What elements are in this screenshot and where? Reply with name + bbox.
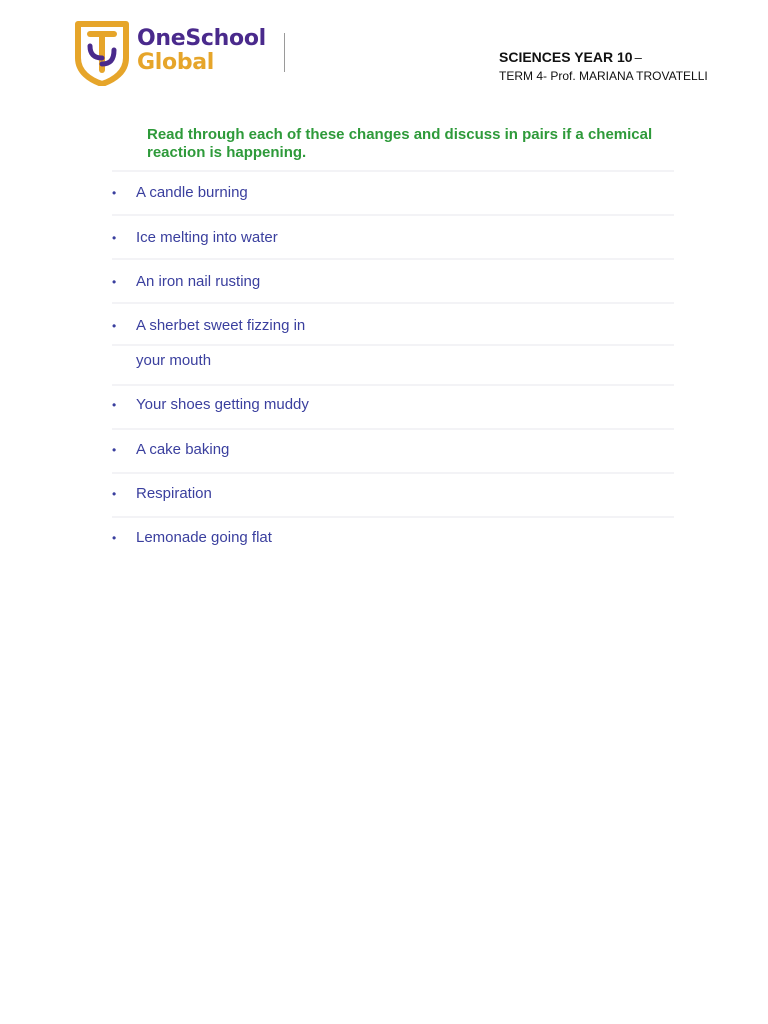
list-item-text: Respiration xyxy=(136,485,212,502)
scan-artifact-line xyxy=(112,214,674,216)
oneschool-shield-logo-icon xyxy=(72,20,132,86)
list-item-text: A cake baking xyxy=(136,441,230,458)
bullet-icon: • xyxy=(112,487,117,501)
brand-name xyxy=(137,28,266,74)
scan-artifact-line xyxy=(112,428,674,430)
brand-name-line2: Global xyxy=(137,50,215,75)
bullet-icon: • xyxy=(112,231,117,245)
bullet-icon: • xyxy=(112,443,117,457)
bullet-icon: • xyxy=(112,319,117,333)
bullet-icon: • xyxy=(112,531,117,545)
list-item-text: Your shoes getting muddy xyxy=(136,396,309,413)
scan-artifact-line xyxy=(112,384,674,386)
scan-artifact-line xyxy=(112,302,674,304)
bullet-icon: • xyxy=(112,186,117,200)
instruction-text: Read through each of these changes and discuss in pairs if a chemical reaction is happening. xyxy=(147,126,653,161)
scan-artifact-line xyxy=(112,258,674,260)
list-item-text: Ice melting into water xyxy=(136,229,278,246)
list-item-text: A sherbet sweet fizzing in xyxy=(136,317,306,334)
scan-artifact-line xyxy=(112,344,674,346)
list-item-text: A candle burning xyxy=(136,184,248,201)
list-item-text: An iron nail rusting xyxy=(136,273,261,290)
course-title-line xyxy=(499,49,754,65)
term-teacher-line: TERM 4- Prof. MARIANA TROVATELLI xyxy=(499,69,708,83)
scan-artifact-line xyxy=(112,472,674,474)
course-info xyxy=(499,49,754,83)
bullet-icon: • xyxy=(112,398,117,412)
bullet-icon: • xyxy=(112,275,117,289)
header-divider xyxy=(284,33,285,72)
list-item-continuation: your mouth xyxy=(136,352,212,369)
brand-name-line1: OneSchool xyxy=(137,26,266,51)
scan-artifact-line xyxy=(112,170,674,172)
list-item-text: Lemonade going flat xyxy=(136,529,272,546)
course-title: SCIENCES YEAR 10 xyxy=(499,49,633,65)
course-title-dash: – xyxy=(634,50,642,65)
scan-artifact-line xyxy=(112,516,674,518)
